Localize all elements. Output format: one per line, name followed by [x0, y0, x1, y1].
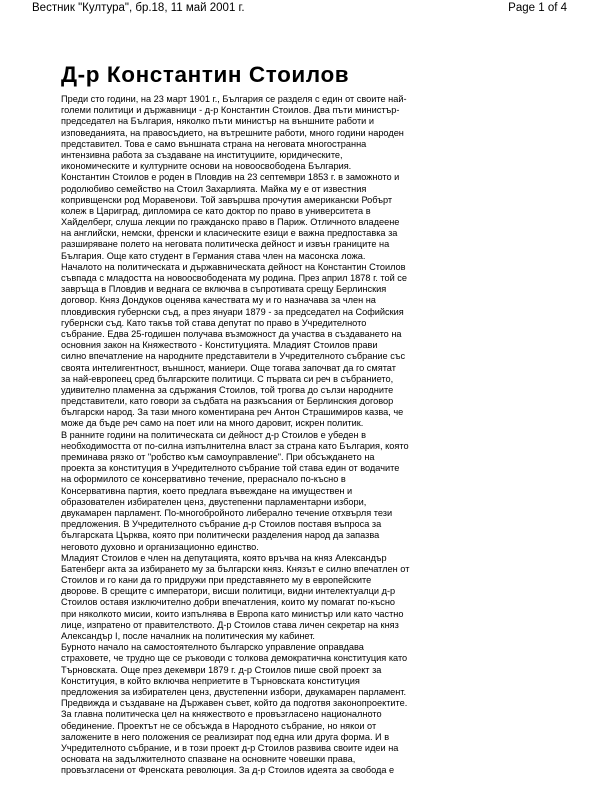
text-line: Търновската. Още през декември 1879 г. д-р Стоилов пише свой проект за [61, 664, 382, 675]
text-line: Предвижда и създаване на Държавен съвет, който да подготвя законопроектите. [61, 698, 408, 709]
article-body [61, 94, 481, 776]
text-line: дворове. В срещите с императори, висши политици, видни интелектуалци д-р [61, 586, 396, 597]
text-line: договор. Княз Дондуков оценява качествата му и го назначава за член на [61, 295, 376, 306]
text-line: Стоилов оставя изключително добри впечатления, които му помагат по-късно [61, 597, 396, 608]
text-line: губернски съд. Като такъв той става депутат по право в Учредителното [61, 317, 367, 328]
text-line: при няколкото мисии, които изпълнява в Европа като министър или като частно [61, 608, 404, 619]
text-line: преминава рязко от "робство към самоуправление". При обсъждането на [61, 452, 375, 462]
text-line: представител. Това е само външната страна на неговата многостранна [61, 138, 367, 149]
text-line: основния закон на Княжеството - Конституцията. Младият Стоилов прави [61, 340, 378, 351]
text-line: българската Църква, която при политически разделения народ да запазва [61, 530, 380, 541]
text-line: разширяване полето на неговата политическа дейност и извън границите на [61, 239, 390, 250]
text-line: Бурното начало на самостоятелното българско управление оправдава [61, 642, 364, 653]
text-line: основата на задължителното спазване на основните човешки права, [61, 754, 356, 765]
text-line: Александър I, после началник на политическия му кабинет. [61, 631, 315, 641]
text-line: необходимостта от по-силна изпълнителна власт за страна като България, която [61, 440, 409, 451]
text-line: Конституция, в който включва неприетите в Търновската конституция [61, 675, 360, 686]
text-line: копривщенски род Моравенови. Той завършва прочутия американски Робърт [61, 194, 393, 205]
text-line: неговото духовно и организационно единство. [61, 541, 259, 552]
text-line: За главна политическа цел на княжеството е провъзгласено националното [61, 709, 382, 720]
text-line: обединение. Проектът не се обсъжда в Народното събрание, но някои от [61, 720, 377, 731]
text-line: Преди сто години, на 23 март 1901 г., България се разделя с един от своите най- [61, 94, 407, 104]
text-line: съвпада с младостта на новоосвободената му родина. През април 1878 г. той се [61, 273, 407, 283]
text-line: страховете, че трудно ще се ръководи с толкова демократична конституция като [61, 653, 408, 664]
text-line: икономическите и културните основи на новоосвободена България. [61, 161, 352, 172]
text-line: може да бъде реч само на поет или на много даровит, искрен политик. [61, 418, 364, 429]
text-line: предложения. В Учредителното събрание д-р Стоилов поставя въпроса за [61, 519, 382, 530]
text-line: колеж в Цариград, дипломира се като доктор по право в университета в [61, 205, 371, 216]
text-line: събрание. Едва 25-годишен получава възможност да участва в създаването на [61, 328, 402, 339]
text-line: Батенберг акта за избирането му за български княз. Князът е силно впечатлен от [61, 563, 410, 574]
text-line: проекта за конституция в Учредителното събрание той става един от водачите [61, 463, 400, 474]
text-line: Началото на политическата и държавническата дейност на Константин Стоилов [61, 261, 406, 272]
text-line: пловдивския губернски съд, а през януари 1879 - за председател на Софийския [61, 306, 404, 317]
text-line: завръща в Пловдив и веднага се включва в съпротивата срещу Берлинския [61, 284, 387, 295]
text-line: Стоилов и го кани да го придружи при представянето му в европейските [61, 575, 372, 586]
text-line: В ранните години на политическата си дейност д-р Стоилов е убеден в [61, 429, 366, 440]
text-line: Учредителното събрание, и в този проект д-р Стоилов развива своите идеи на [61, 742, 399, 753]
text-line: Консервативна партия, което предлага въвеждане на имуществен и [61, 485, 353, 496]
source-label: Вестник "Култура", бр.18, 11 май 2001 г. [32, 2, 245, 14]
text-line: лице, изпратено от правителството. Д-р Стоилов става личен секретар на княз [61, 619, 399, 630]
text-line: изповеданията, на правосъдието, на вътрешните работи, много години народен [61, 127, 404, 138]
text-line: предложения за избирателен ценз, двустепенни избори, двукамарен парламент. [61, 686, 407, 697]
text-line: български народ. За тази много коментирана реч Антон Страшимиров казва, че [61, 407, 404, 418]
text-line: своята интелигентност, външност, маниери. Още тогава започват да го смятат [61, 362, 396, 373]
text-line: на оформилото се консервативно течение, прерасналo по-късно в [61, 474, 346, 485]
text-line: заложените в него положения се реализират под една или друга форма. И в [61, 731, 390, 742]
text-line: родолюбиво семейство на Стоил Захарлията. Майка му е от известния [61, 183, 367, 194]
text-line: двукамарен парламент. По-многобройното либерално течение отхвърля тези [61, 507, 393, 518]
text-line: интензивна работа за създаване на институциите, юридическите, [61, 149, 343, 160]
text-line: за най-европеец сред българските политици. С първата си реч в събранието, [61, 373, 394, 384]
article-title: Д-р Константин Стоилов [61, 62, 350, 87]
text-line: големи политици и държавници - д-р Константин Стоилов. Два пъти министър- [61, 105, 400, 116]
text-line: председател на България, няколко пъти министър на външните работи и [61, 116, 374, 127]
text-line: представители, като говори за съдбата на разкъсания от Берлинския договор [61, 396, 394, 407]
text-line: образователен избирателен ценз, двустепенни парламентарни избори, [61, 496, 367, 507]
text-line: Младият Стоилов е член на депутацията, която връчва на княз Александър [61, 552, 387, 563]
text-line: силно впечатление на народните представители в Учредителното събрание със [61, 351, 406, 362]
text-line: Хайделберг, слуша лекции по гражданско право в Париж. Отличното владеене [61, 217, 400, 228]
text-line: удивително пламенна за сдържания Стоилов, той трогва до сълзи народните [61, 384, 394, 395]
text-line: провъзгласени от Френската революция. За д-р Стоилов идеята за свобода е [61, 765, 395, 776]
text-line: на английски, немски, френски и класическите езици е важна предпоставка за [61, 228, 398, 239]
text-line: Константин Стоилов е роден в Пловдив на 23 септември 1853 г. в заможното и [61, 172, 400, 183]
text-line: България. Още като студент в Германия става член на масонска ложа. [61, 250, 366, 261]
page-header [0, 0, 600, 18]
page-number: Page 1 of 4 [508, 2, 567, 14]
